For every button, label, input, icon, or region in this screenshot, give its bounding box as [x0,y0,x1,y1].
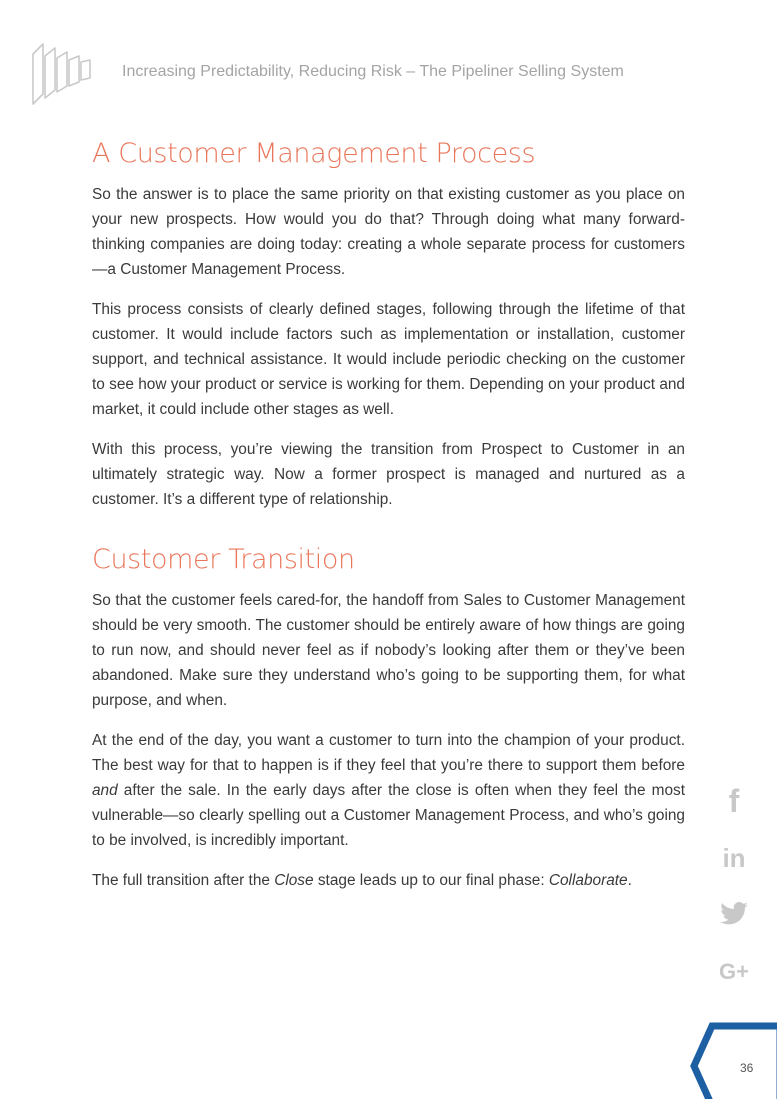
social-share-bar [712,780,756,1008]
paragraph [92,728,685,853]
paragraph [92,868,685,893]
page-number: 36 [740,1061,754,1075]
facebook-icon[interactable] [712,780,756,820]
twitter-bird-glyph [717,899,751,929]
linkedin-icon[interactable] [712,837,756,877]
paragraph: So the answer is to place the same priority on that existing customer as you place on your new prospects. How would you do that? Through doing what many forward-thinking companies are doing today: creating a whole separate process for customers—a Customer Management Process. [92,186,685,278]
section-heading-customer-management-process: A Customer Management Process [92,138,536,169]
twitter-icon[interactable] [712,894,756,934]
page-number-hexagon [690,1022,777,1099]
linkedin-glyph: in [722,843,746,873]
text-run: stage leads up to our final phase: [313,872,549,889]
running-header: Increasing Predictability, Reducing Risk – The Pipeliner Selling System [122,63,624,80]
emphasis: Close [274,872,314,889]
page-content [92,136,685,908]
text-run: At the end of the day, you want a customer to turn into the champion of your product. The best way for that to happen is if they feel that you’re there to support them before [92,732,685,774]
google-plus-icon[interactable] [712,951,756,991]
linkedin-icon-glyph [714,837,754,877]
paragraph: This process consists of clearly defined stages, following through the lifetime of that customer. It would include factors such as implementation or installation, customer support, and technical assistance. It would include periodic checking on the customer to see how your product or service is working for them. Depending on your product and market, it could include other stages as well. [92,301,685,418]
text-run: The full transition after the [92,872,275,889]
emphasis: Collaborate [548,872,628,889]
text-run: . [627,872,632,889]
paragraph: So that the customer feels cared-for, the handoff from Sales to Customer Management should be very smooth. The customer should be entirely aware of how things are going to run now, and should never feel as if nobody’s looking after them or they’ve been abandoned. Make sure they understand who’s going to be supporting them, for what purpose, and when. [92,592,685,709]
facebook-glyph: f [728,783,740,819]
pipeliner-logo [30,40,96,106]
facebook-icon-glyph [714,780,754,820]
text-run: after the sale. In the early days after the close is often when they feel the most vulnerable—so clearly spelling out a Customer Management Process, and who’s going to be involved, is incredibly important. [92,782,685,849]
paragraph: With this process, you’re viewing the transition from Prospect to Customer in an ultimately strategic way. Now a former prospect is managed and nurtured as a customer. It’s a different type of relationship. [92,441,685,508]
emphasis: and [92,782,118,799]
google-plus-icon-glyph [714,951,754,991]
google-plus-glyph: G+ [719,959,749,984]
section-heading-customer-transition: Customer Transition [92,544,355,575]
